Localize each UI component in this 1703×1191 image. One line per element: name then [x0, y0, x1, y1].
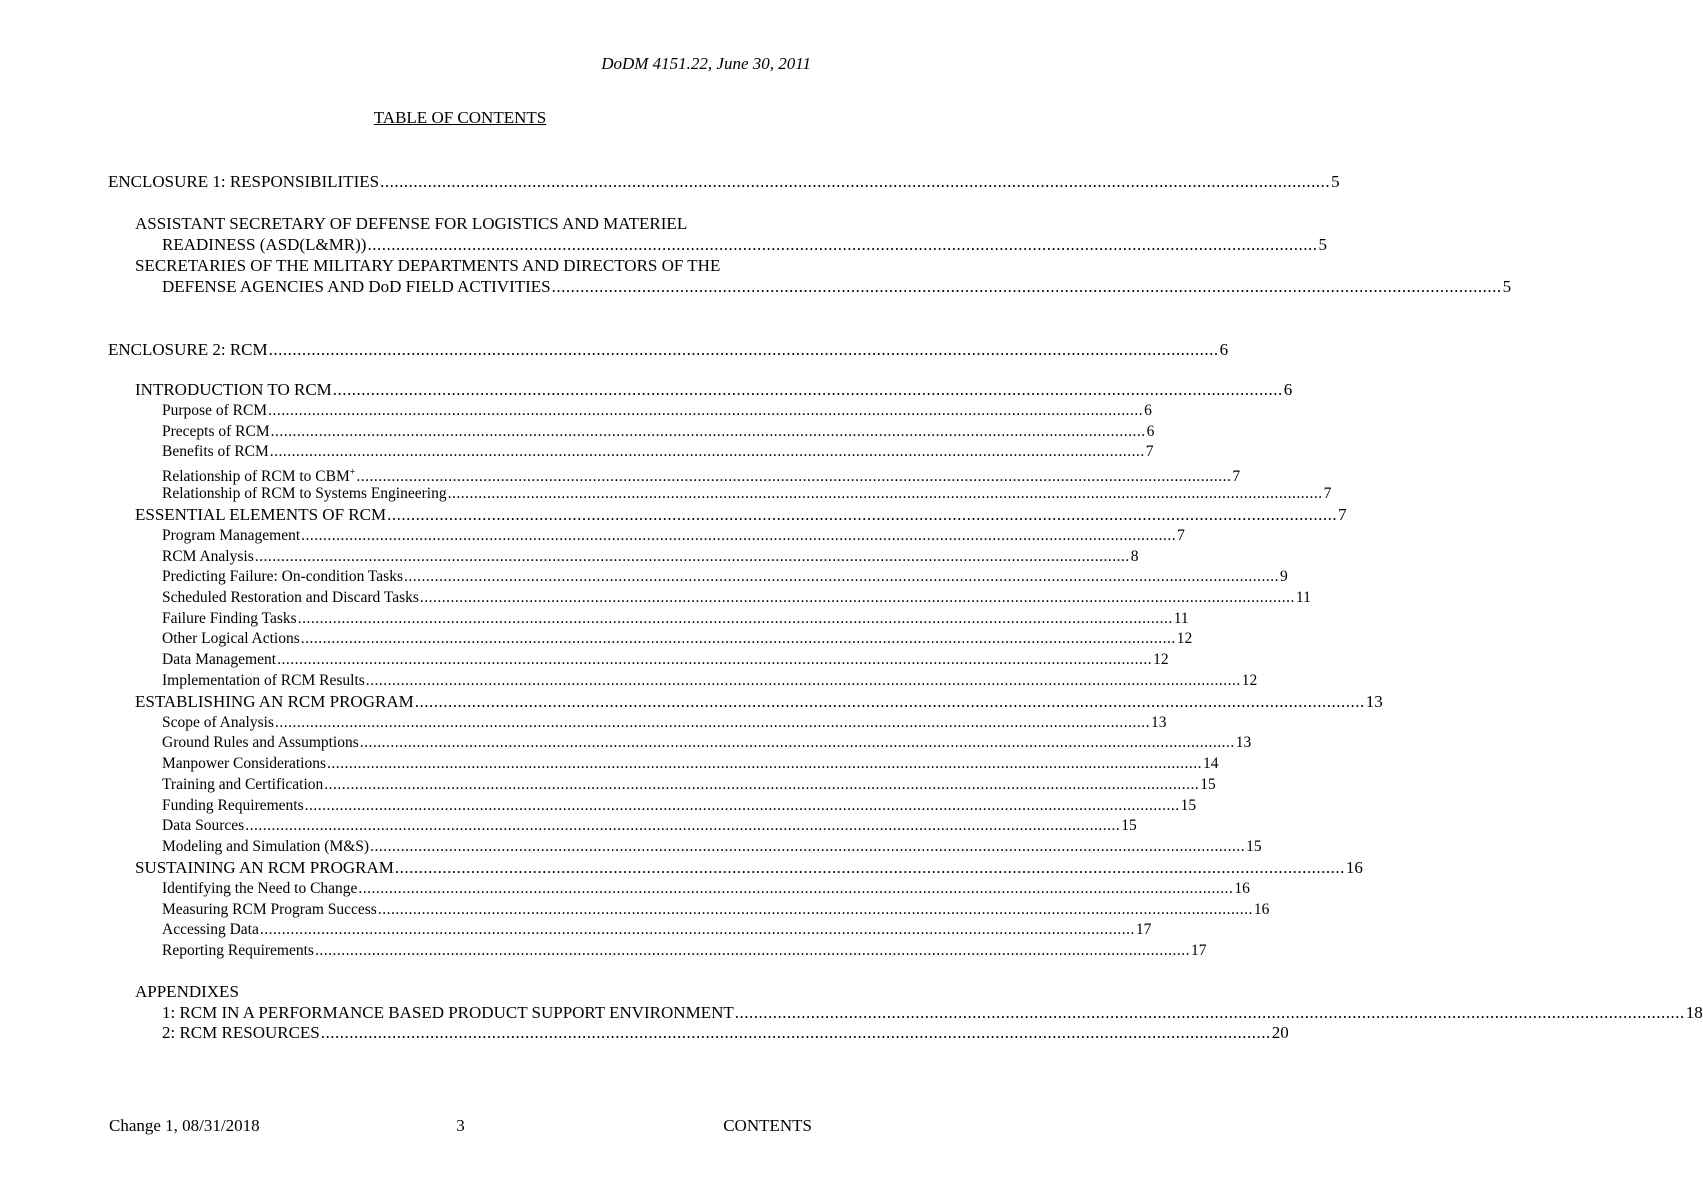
toc-page: 16: [1253, 901, 1270, 918]
dot-leader: ........................................................................................................................................................................................................: [447, 485, 1323, 502]
toc-page: 11: [1173, 610, 1189, 627]
toc-label: Program Management: [162, 527, 301, 544]
toc-label: Scope of Analysis: [162, 714, 274, 731]
toc-page: 11: [1295, 589, 1311, 606]
toc-page: 20: [1271, 1023, 1289, 1042]
toc-entry-appendix-2[interactable]: [162, 1022, 1289, 1043]
dot-leader: ........................................................................................................................................................................................................: [377, 901, 1253, 918]
toc-page: 6: [1219, 340, 1229, 359]
toc-label: 2: RCM RESOURCES: [162, 1023, 320, 1042]
toc-entry-enclosure-1[interactable]: [108, 171, 1340, 192]
toc-entry-introduction[interactable]: [135, 379, 1293, 400]
toc-entry-manpower[interactable]: [162, 753, 1219, 774]
toc-label: Reporting Requirements: [162, 942, 314, 959]
toc-label: Other Logical Actions: [162, 630, 300, 647]
dot-leader: ........................................................................................................................................................................................................: [358, 880, 1234, 897]
toc-label: Funding Requirements: [162, 797, 304, 814]
toc-label: Scheduled Restoration and Discard Tasks: [162, 589, 419, 606]
toc-page: 13: [1365, 692, 1383, 711]
superscript-plus: +: [349, 467, 356, 478]
dot-leader: ........................................................................................................................................................................................................: [394, 858, 1345, 877]
toc-page: 6: [1146, 423, 1155, 440]
toc-page: 7: [1338, 505, 1347, 524]
toc-page: 18: [1685, 1003, 1703, 1022]
dot-leader: ........................................................................................................................................................................................................: [370, 838, 1246, 855]
toc-entry-sustaining[interactable]: [135, 857, 1363, 878]
toc-label: Implementation of RCM Results: [162, 672, 365, 689]
toc-label: READINESS (ASD(L&MR)): [162, 235, 367, 254]
toc-label: Predicting Failure: On-condition Tasks: [162, 568, 403, 585]
toc-page: 13: [1235, 734, 1252, 751]
toc-page: 7: [1177, 527, 1185, 544]
dot-leader: ........................................................................................................................................................................................................: [404, 568, 1279, 585]
dot-leader: ........................................................................................................................................................................................................: [320, 1023, 1271, 1042]
toc-entry-implementation[interactable]: [162, 670, 1258, 691]
toc-entry-purpose[interactable]: [162, 400, 1152, 421]
toc-page: 7: [1323, 485, 1332, 502]
toc-label: ESTABLISHING AN RCM PROGRAM: [135, 692, 414, 711]
dot-leader: ........................................................................................................................................................................................................: [419, 589, 1295, 606]
dot-leader: ........................................................................................................................................................................................................: [356, 468, 1232, 486]
toc-entry-secretaries-line1: SECRETARIES OF THE MILITARY DEPARTMENTS AND DIRECTORS OF THE: [135, 256, 721, 275]
dot-leader: ........................................................................................................................................................................................................: [304, 797, 1180, 814]
toc-label: Measuring RCM Program Success: [162, 901, 377, 918]
dot-leader: ........................................................................................................................................................................................................: [274, 714, 1150, 731]
toc-entry-scope[interactable]: [162, 712, 1167, 733]
dot-leader: ........................................................................................................................................................................................................: [324, 776, 1200, 793]
dot-leader: ........................................................................................................................................................................................................: [387, 505, 1338, 524]
toc-entry-scheduled-restoration[interactable]: [162, 587, 1311, 608]
toc-entry-predicting-failure[interactable]: [162, 566, 1288, 587]
dot-leader: ........................................................................................................................................................................................................: [268, 402, 1144, 419]
toc-label: Failure Finding Tasks: [162, 610, 297, 627]
toc-entry-data-management[interactable]: [162, 649, 1169, 670]
toc-entry-ground-rules[interactable]: [162, 732, 1252, 753]
toc-page: 6: [1144, 402, 1152, 419]
toc-entry-enclosure-2[interactable]: [108, 339, 1229, 360]
dot-leader: ........................................................................................................................................................................................................: [300, 630, 1176, 647]
toc-entry-essential-elements[interactable]: [135, 504, 1347, 525]
toc-page: 14: [1203, 755, 1219, 772]
toc-page: 7: [1232, 468, 1241, 486]
toc-label: Ground Rules and Assumptions: [162, 734, 359, 751]
toc-entry-precepts[interactable]: [162, 421, 1155, 442]
toc-page: 12: [1153, 651, 1169, 668]
toc-page: 17: [1135, 921, 1152, 938]
footer-page-number: 3: [456, 1116, 465, 1135]
toc-entry-failure-finding[interactable]: [162, 608, 1189, 629]
running-header: DoDM 4151.22, June 30, 2011: [601, 54, 811, 73]
toc-label: Data Sources: [162, 817, 245, 834]
toc-entry-asd[interactable]: [162, 234, 1327, 255]
dot-leader: ........................................................................................................................................................................................................: [269, 443, 1145, 460]
toc-entry-data-sources[interactable]: [162, 815, 1137, 836]
toc-label: Precepts of RCM: [162, 423, 270, 440]
toc-entry-benefits[interactable]: [162, 441, 1154, 462]
toc-entry-reporting[interactable]: [162, 940, 1207, 961]
toc-label: DEFENSE AGENCIES AND DoD FIELD ACTIVITIES: [162, 277, 551, 296]
toc-label: Identifying the Need to Change: [162, 880, 358, 897]
toc-entry-asd-line1: ASSISTANT SECRETARY OF DEFENSE FOR LOGISTICS AND MATERIEL: [135, 214, 688, 233]
toc-entry-program-management[interactable]: [162, 525, 1185, 546]
toc-page: 15: [1246, 838, 1262, 855]
toc-label: ENCLOSURE 1: RESPONSIBILITIES: [108, 172, 380, 191]
dot-leader: ........................................................................................................................................................................................................: [327, 755, 1203, 772]
toc-entry-training[interactable]: [162, 774, 1216, 795]
toc-page: 8: [1130, 548, 1139, 565]
toc-label: Accessing Data: [162, 921, 259, 938]
toc-page: 5: [1318, 235, 1327, 254]
toc-entry-other-logical-actions[interactable]: [162, 628, 1193, 649]
toc-page: 5: [1502, 277, 1512, 296]
dot-leader: ........................................................................................................................................................................................................: [245, 817, 1121, 834]
dot-leader: ........................................................................................................................................................................................................: [367, 235, 1318, 254]
dot-leader: ........................................................................................................................................................................................................: [359, 734, 1235, 751]
toc-entry-establishing[interactable]: [135, 691, 1383, 712]
dot-leader: ........................................................................................................................................................................................................: [380, 172, 1331, 191]
toc-label: ENCLOSURE 2: RCM: [108, 340, 268, 359]
toc-label: ESSENTIAL ELEMENTS OF RCM: [135, 505, 387, 524]
toc-page: 7: [1145, 443, 1154, 460]
toc-label: INTRODUCTION TO RCM: [135, 380, 332, 399]
toc-appendixes-heading: APPENDIXES: [135, 982, 239, 1001]
toc-label: Benefits of RCM: [162, 443, 269, 460]
toc-entry-measuring-success[interactable]: [162, 899, 1270, 920]
toc-entry-funding[interactable]: [162, 795, 1197, 816]
toc-page: 16: [1345, 858, 1363, 877]
toc-label: Manpower Considerations: [162, 755, 327, 772]
toc-entry-modeling[interactable]: [162, 836, 1262, 857]
dot-leader: ........................................................................................................................................................................................................: [259, 921, 1135, 938]
toc-entry-secretaries[interactable]: [162, 276, 1512, 297]
toc-page: 6: [1283, 380, 1293, 399]
dot-leader: ........................................................................................................................................................................................................: [297, 610, 1173, 627]
toc-entry-appendix-1[interactable]: [162, 1002, 1703, 1023]
footer-change-note: Change 1, 08/31/2018: [109, 1116, 260, 1135]
dot-leader: ........................................................................................................................................................................................................: [734, 1003, 1685, 1022]
toc-entry-need-to-change[interactable]: [162, 878, 1250, 899]
toc-page: 17: [1190, 942, 1207, 959]
toc-page: 5: [1331, 172, 1340, 191]
footer-section-label: CONTENTS: [723, 1116, 812, 1135]
toc-page: 13: [1150, 714, 1167, 731]
dot-leader: ........................................................................................................................................................................................................: [365, 672, 1241, 689]
toc-page: 12: [1176, 630, 1193, 647]
toc-page: 9: [1280, 568, 1288, 585]
toc-label: 1: RCM IN A PERFORMANCE BASED PRODUCT SUPPORT ENVIRONMENT: [162, 1003, 734, 1022]
dot-leader: ........................................................................................................................................................................................................: [414, 692, 1365, 711]
toc-label: Purpose of RCM: [162, 402, 268, 419]
page-footer: [109, 1116, 812, 1138]
toc-title: TABLE OF CONTENTS: [373, 108, 547, 127]
toc-entry-rcm-analysis[interactable]: [162, 546, 1139, 567]
toc-label: SUSTAINING AN RCM PROGRAM: [135, 858, 394, 877]
toc-entry-accessing-data[interactable]: [162, 919, 1152, 940]
toc-label: Training and Certification: [162, 776, 324, 793]
dot-leader: ........................................................................................................................................................................................................: [551, 277, 1502, 296]
toc-page: 15: [1200, 776, 1216, 793]
toc-label: RCM Analysis: [162, 548, 254, 565]
dot-leader: ........................................................................................................................................................................................................: [301, 527, 1177, 544]
dot-leader: ........................................................................................................................................................................................................: [254, 548, 1130, 565]
toc-page: 15: [1121, 817, 1137, 834]
dot-leader: ........................................................................................................................................................................................................: [277, 651, 1153, 668]
toc-page: 16: [1234, 880, 1250, 897]
toc-entry-relationship-se[interactable]: [162, 483, 1332, 504]
toc-label: Modeling and Simulation (M&S): [162, 838, 370, 855]
dot-leader: ........................................................................................................................................................................................................: [270, 423, 1146, 440]
dot-leader: ........................................................................................................................................................................................................: [332, 380, 1283, 399]
dot-leader: ........................................................................................................................................................................................................: [268, 340, 1219, 359]
toc-page: 15: [1180, 797, 1197, 814]
toc-label: Data Management: [162, 651, 277, 668]
toc-label-text: Relationship of RCM to CBM: [162, 468, 350, 486]
toc-label: Relationship of RCM to Systems Engineering: [162, 485, 447, 502]
toc-page: 12: [1241, 672, 1258, 689]
dot-leader: ........................................................................................................................................................................................................: [314, 942, 1190, 959]
